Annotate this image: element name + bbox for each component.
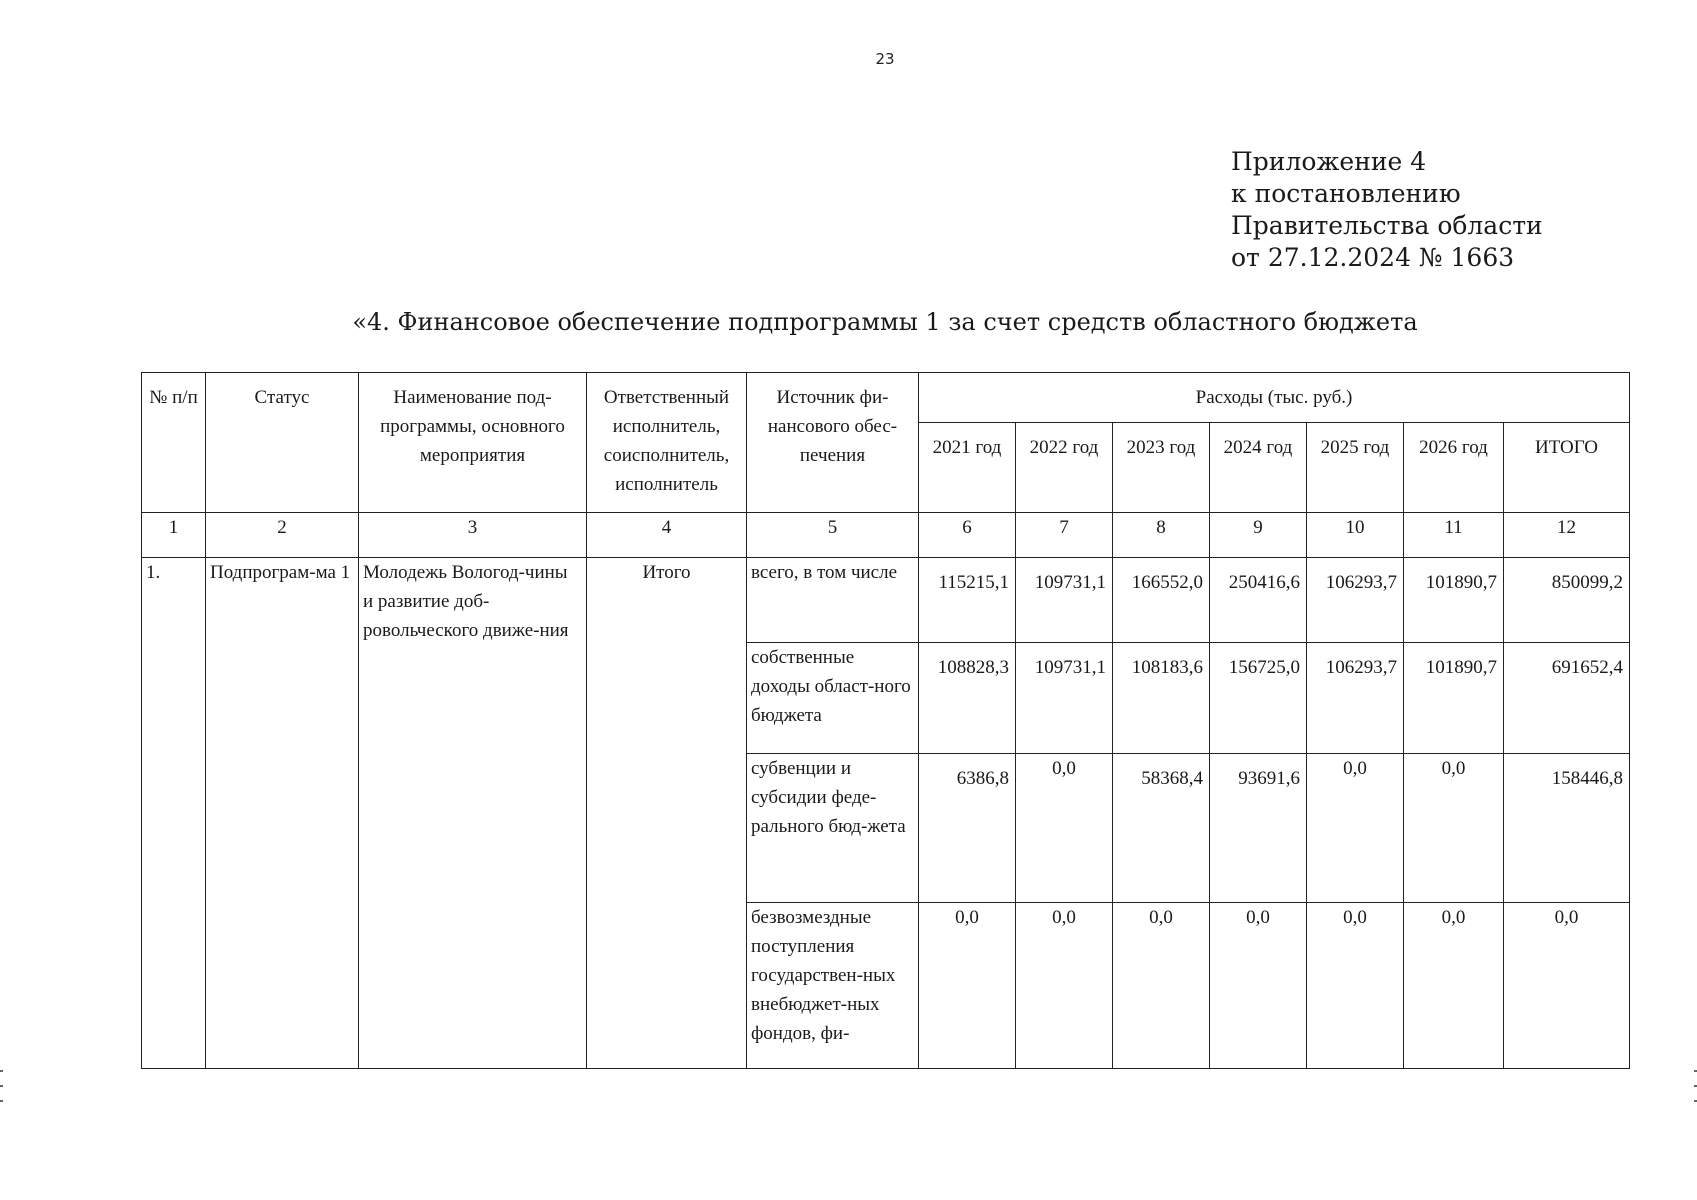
value-cell: 115215,1 (919, 558, 1016, 643)
value-cell: 0,0 (1404, 754, 1504, 903)
financing-table (141, 372, 1630, 1069)
appendix-line: к постановлению (1231, 179, 1461, 208)
value-cell: 0,0 (1113, 903, 1210, 1069)
source-label: субвенции и субсидии феде-рального бюд-жета (747, 754, 919, 903)
header-year: 2023 год (1113, 423, 1210, 513)
header-num: № п/п (142, 373, 206, 513)
value-cell: 101890,7 (1404, 643, 1504, 754)
header-year: 2024 год (1210, 423, 1307, 513)
value-cell: 101890,7 (1404, 558, 1504, 643)
column-number: 11 (1404, 513, 1504, 558)
total-cell: 691652,4 (1504, 643, 1630, 754)
value-cell: 0,0 (1307, 903, 1404, 1069)
column-number: 1 (142, 513, 206, 558)
row-responsible: Итого (587, 558, 747, 1069)
header-responsible: Ответственный исполнитель, соисполнитель, исполнитель (587, 373, 747, 513)
column-number: 6 (919, 513, 1016, 558)
header-expenses: Расходы (тыс. руб.) (919, 373, 1630, 423)
column-number: 12 (1504, 513, 1630, 558)
value-cell: 0,0 (919, 903, 1016, 1069)
value-cell: 109731,1 (1016, 558, 1113, 643)
header-year: 2021 год (919, 423, 1016, 513)
header-status: Статус (206, 373, 359, 513)
header-year: 2026 год (1404, 423, 1504, 513)
value-cell: 109731,1 (1016, 643, 1113, 754)
scan-edge-mark (0, 1070, 3, 1072)
column-number: 5 (747, 513, 919, 558)
appendix-line: от 27.12.2024 № 1663 (1231, 243, 1515, 272)
value-cell: 106293,7 (1307, 558, 1404, 643)
total-cell: 850099,2 (1504, 558, 1630, 643)
row-status: Подпрограм-ма 1 (206, 558, 359, 1069)
appendix-line: Правительства области (1231, 211, 1543, 240)
value-cell: 0,0 (1404, 903, 1504, 1069)
value-cell: 0,0 (1307, 754, 1404, 903)
value-cell: 93691,6 (1210, 754, 1307, 903)
column-number: 7 (1016, 513, 1113, 558)
value-cell: 156725,0 (1210, 643, 1307, 754)
value-cell: 250416,6 (1210, 558, 1307, 643)
row-name: Молодежь Вологод-чины и развитие доб-ровольческого движе-ния (359, 558, 587, 1069)
page-number: 23 (875, 50, 895, 68)
source-label: всего, в том числе (747, 558, 919, 643)
source-label: собственные доходы област-ного бюджета (747, 643, 919, 754)
value-cell: 106293,7 (1307, 643, 1404, 754)
column-number: 9 (1210, 513, 1307, 558)
scan-edge-mark (0, 1085, 3, 1087)
value-cell: 6386,8 (919, 754, 1016, 903)
row-number: 1. (142, 558, 206, 1069)
column-number-row (142, 513, 1630, 558)
appendix-line: Приложение 4 (1231, 147, 1427, 176)
value-cell: 108828,3 (919, 643, 1016, 754)
value-cell: 0,0 (1016, 754, 1113, 903)
header-year: 2025 год (1307, 423, 1404, 513)
appendix-block (1231, 146, 1543, 274)
header-source: Источник фи-нансового обес-печения (747, 373, 919, 513)
column-number: 10 (1307, 513, 1404, 558)
table-row (142, 558, 1630, 643)
value-cell: 0,0 (1210, 903, 1307, 1069)
total-cell: 158446,8 (1504, 754, 1630, 903)
document-title: «4. Финансовое обеспечение подпрограммы 1 за счет средств областного бюджета (352, 308, 1418, 336)
value-cell: 108183,6 (1113, 643, 1210, 754)
column-number: 8 (1113, 513, 1210, 558)
total-cell: 0,0 (1504, 903, 1630, 1069)
header-name: Наименование под-программы, основного мероприятия (359, 373, 587, 513)
value-cell: 166552,0 (1113, 558, 1210, 643)
header-total: ИТОГО (1504, 423, 1630, 513)
value-cell: 0,0 (1016, 903, 1113, 1069)
scan-edge-mark (0, 1100, 3, 1102)
column-number: 2 (206, 513, 359, 558)
column-number: 3 (359, 513, 587, 558)
header-year: 2022 год (1016, 423, 1113, 513)
column-number: 4 (587, 513, 747, 558)
value-cell: 58368,4 (1113, 754, 1210, 903)
source-label: безвозмездные поступления государствен-ных внебюджет-ных фондов, фи- (747, 903, 919, 1069)
